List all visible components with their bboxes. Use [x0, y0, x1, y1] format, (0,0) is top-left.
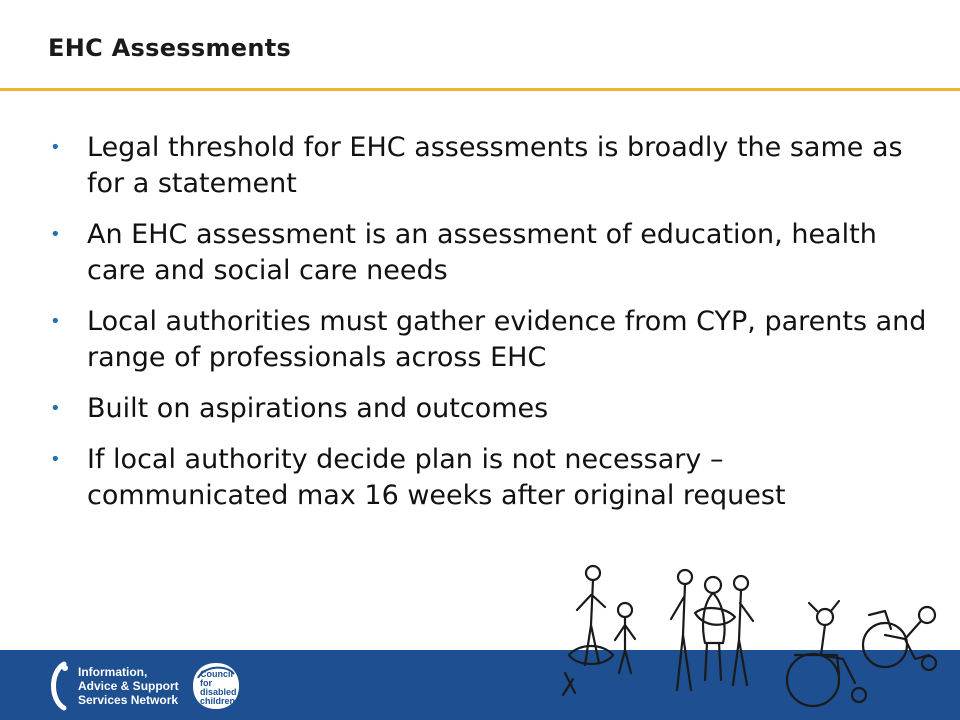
cdc-logo — [190, 658, 290, 714]
bullet-text: If local authority decide plan is not necessary – communicated max 16 weeks after original request — [87, 444, 786, 511]
iass-bracket-icon — [44, 658, 72, 714]
bullet-dot-icon: • — [50, 398, 61, 419]
bullet-text: Local authorities must gather evidence from CYP, parents and range of professionals across EHC — [87, 306, 927, 373]
bullet-text: Built on aspirations and outcomes — [87, 393, 549, 424]
bullet-item — [50, 217, 930, 289]
slide-title: EHC Assessments — [48, 34, 292, 62]
bullet-text: Legal threshold for EHC assessments is broadly the same as for a statement — [87, 132, 903, 199]
people-wheelchair-illustration — [555, 555, 945, 720]
bullet-item — [50, 130, 930, 202]
bullet-item — [50, 442, 930, 514]
iass-logo — [44, 658, 184, 714]
title-divider — [0, 88, 960, 91]
bullet-dot-icon: • — [50, 311, 61, 332]
iass-logo-text: Information, Advice & Support Services Network — [78, 665, 179, 707]
cdc-logo-text: Council for disabled children — [200, 669, 237, 706]
bullet-item — [50, 304, 930, 376]
bullet-dot-icon: • — [50, 137, 61, 158]
bullet-dot-icon: • — [50, 449, 61, 470]
bullet-list — [50, 130, 930, 529]
bullet-text: An EHC assessment is an assessment of education, health care and social care needs — [87, 219, 877, 286]
bullet-dot-icon: • — [50, 224, 61, 245]
bullet-item — [50, 391, 930, 427]
